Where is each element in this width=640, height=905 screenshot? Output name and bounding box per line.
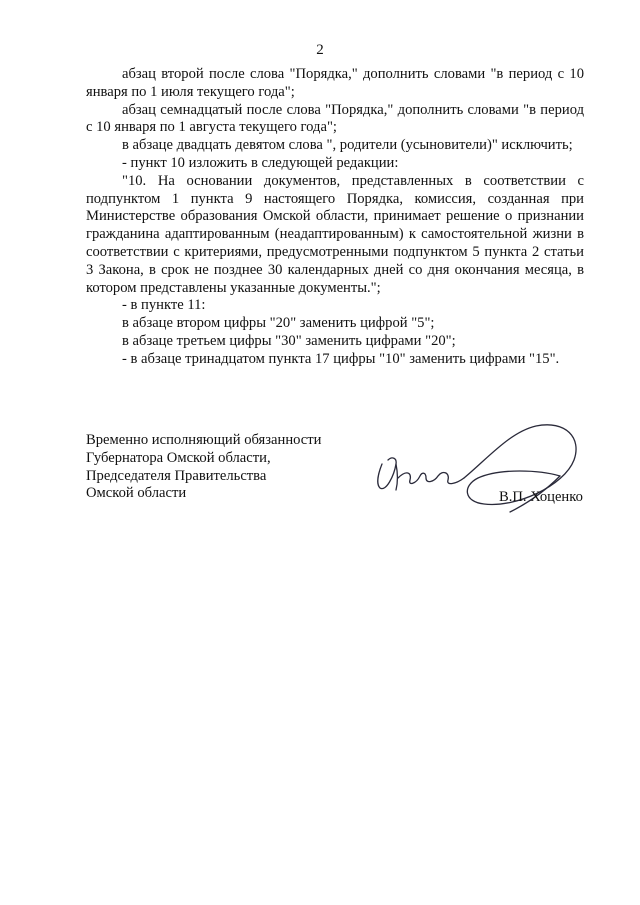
paragraph-9: - в абзаце тринадцатом пункта 17 цифры "10" заменить цифрами "15".	[122, 350, 560, 367]
paragraph-8: в абзаце третьем цифры "30" заменить цифрами "20";	[122, 332, 456, 349]
signer-name: В.П. Хоценко	[499, 489, 583, 505]
page-number: 2	[316, 42, 324, 58]
paragraph-6: - в пункте 11:	[122, 297, 206, 314]
document-body	[86, 66, 584, 369]
position-line-4: Омской области	[86, 485, 187, 502]
signatory-position	[86, 432, 386, 503]
paragraph-2: абзац семнадцатый после слова "Порядка," дополнить словами "в период с 10 января по 1 августа текущего года";	[86, 101, 584, 136]
position-line-3: Председателя Правительства	[86, 467, 267, 484]
paragraph-7: в абзаце втором цифры "20" заменить цифрой "5";	[122, 315, 435, 332]
paragraph-3: в абзаце двадцать девятом слова ", родители (усыновители)" исключить;	[122, 137, 573, 154]
position-line-2: Губернатора Омской области,	[86, 449, 271, 466]
paragraph-4: - пункт 10 изложить в следующей редакции:	[122, 154, 399, 171]
paragraph-1: абзац второй после слова "Порядка," дополнить словами "в период с 10 января по 1 июля текущего года";	[86, 66, 584, 100]
position-line-1: Временно исполняющий обязанности	[86, 432, 322, 448]
paragraph-5: "10. На основании документов, представленных в соответствии с подпунктом 1 пункта 9 настоящего Порядка, комиссия, созданная при Министерстве образования Омской области, принимает решение о признании гражданина адаптированным (неадаптированным) к самостоятельной жизни в соответствии с критериями, предусмотренными подпунктом 5 пункта 2 статьи 3 Закона, в срок не позднее 30 календарных дней со дня окончания месяца, в котором представлены указанные документы.";	[86, 172, 584, 296]
